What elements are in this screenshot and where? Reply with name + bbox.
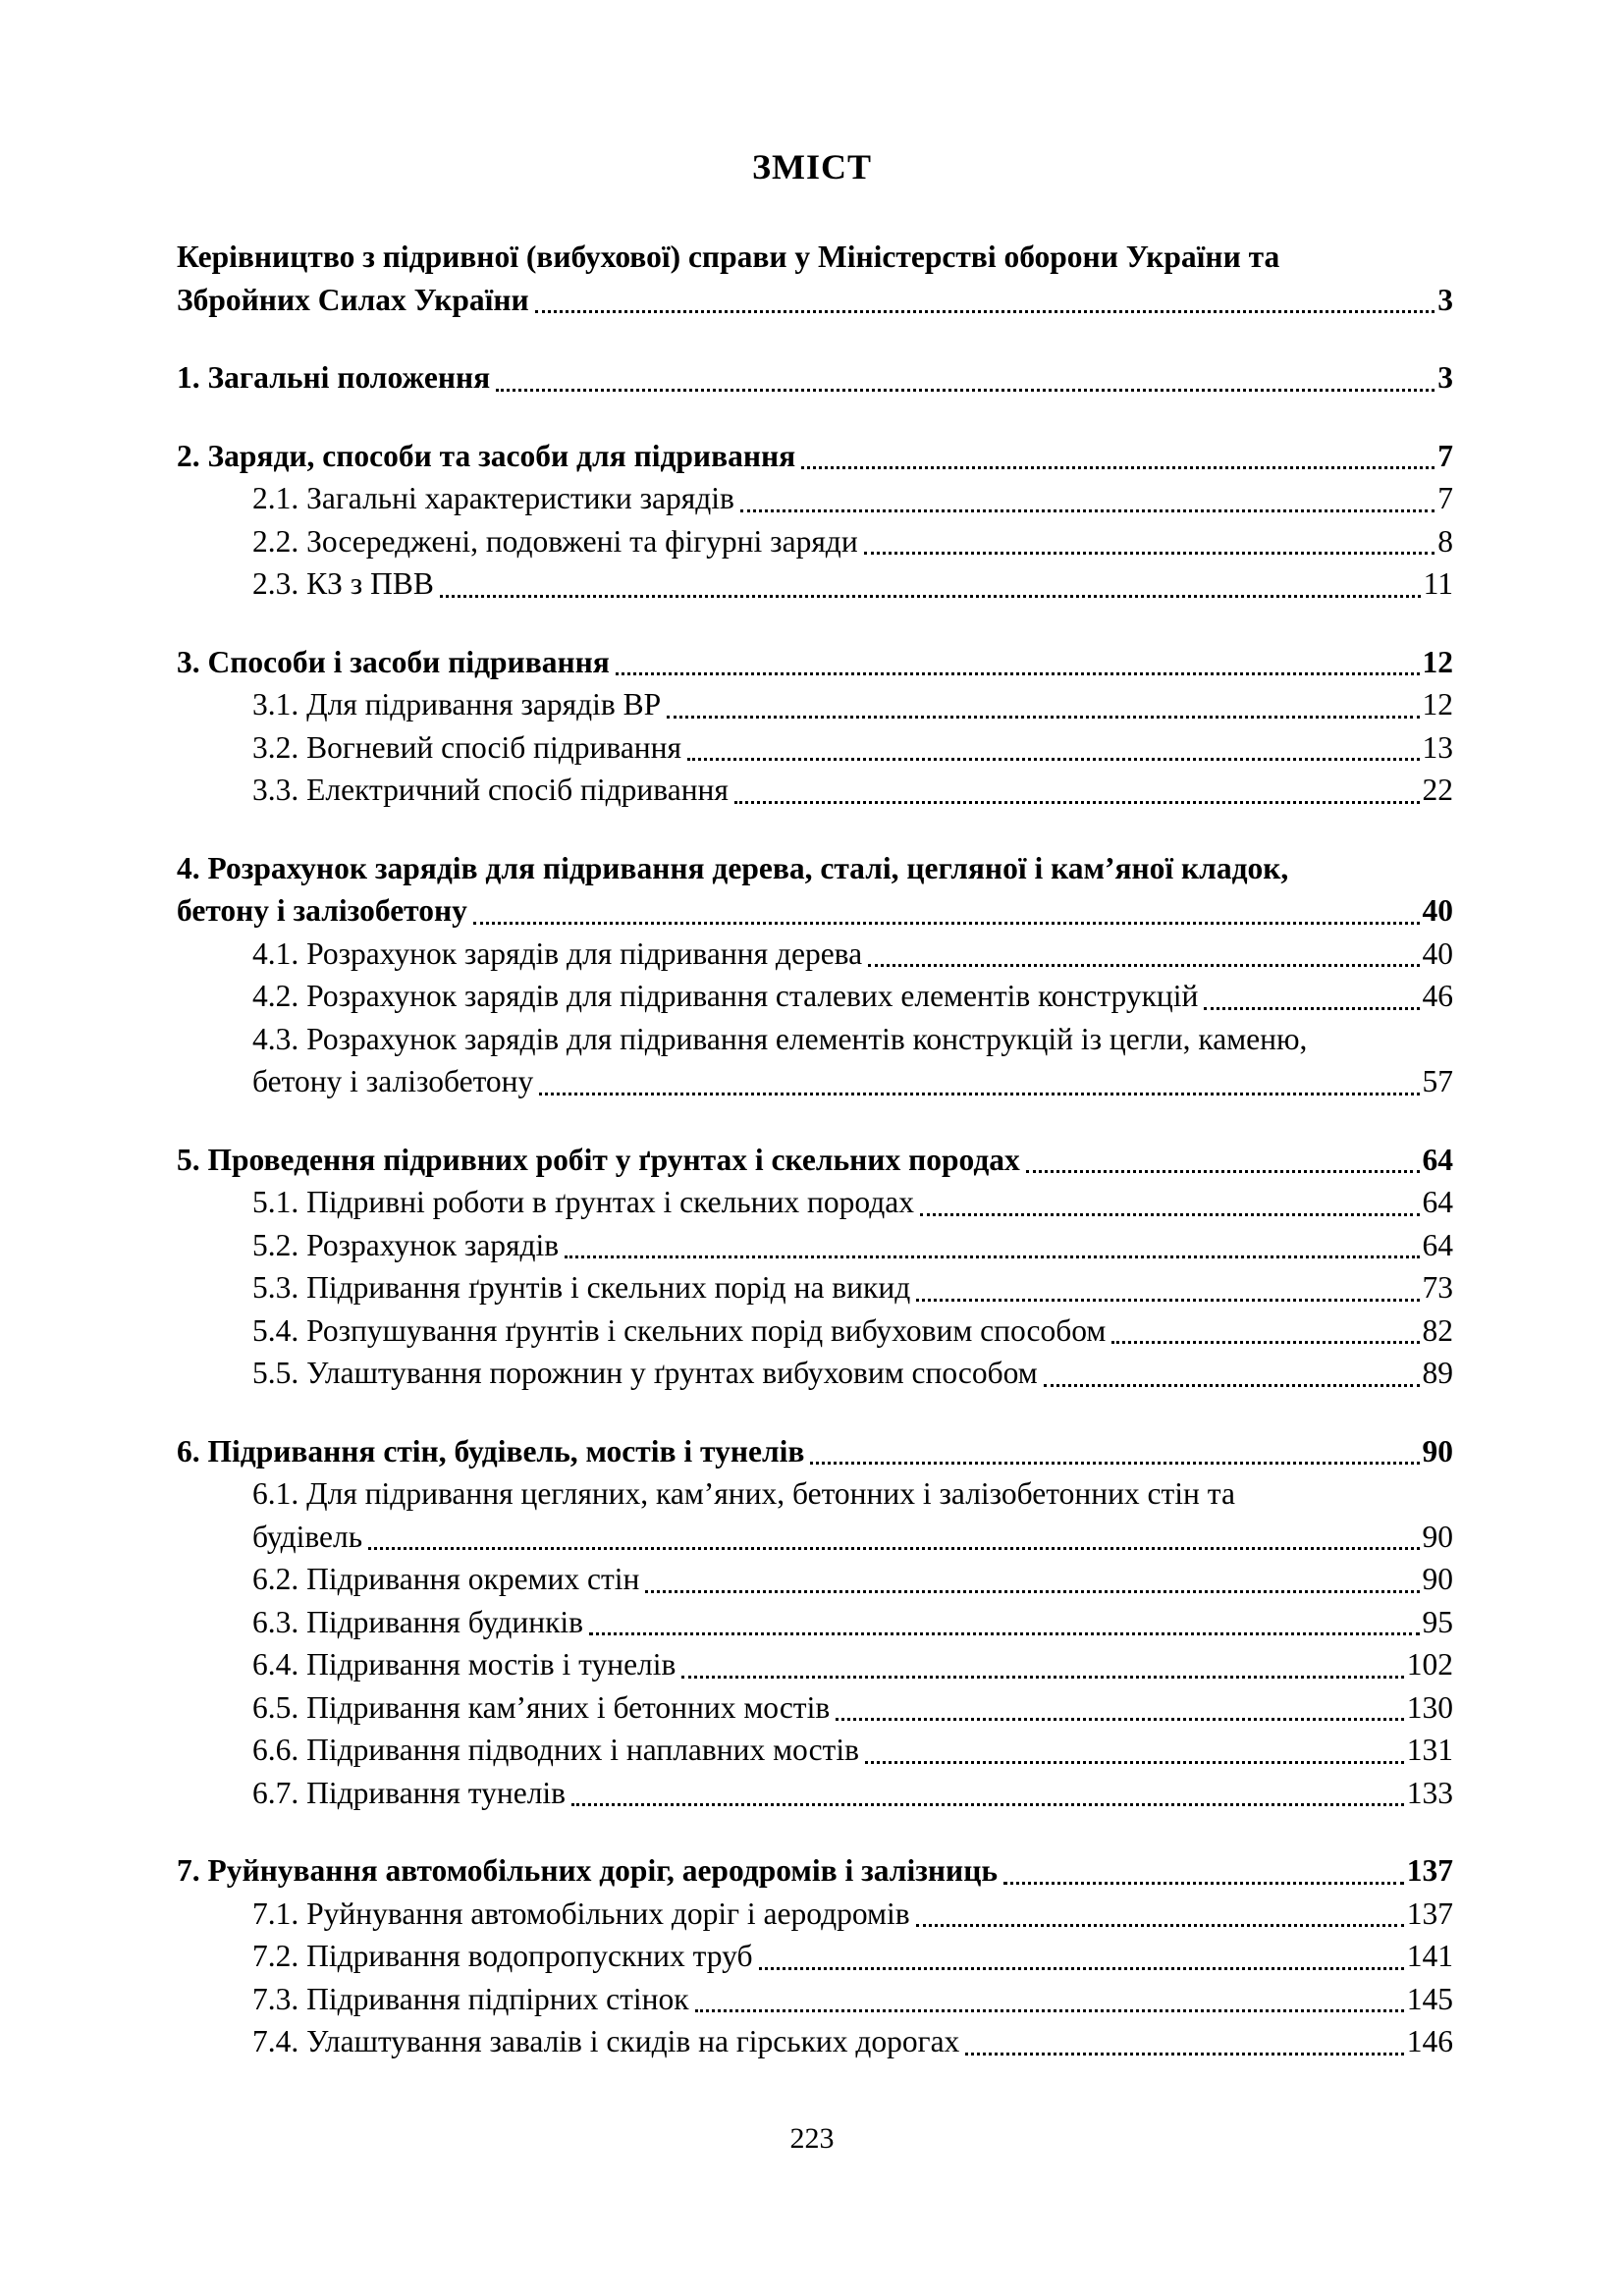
- toc-row: [177, 1266, 1453, 1309]
- toc-dot-leader: [910, 1266, 1422, 1309]
- toc-row: [177, 1558, 1453, 1601]
- toc-entry-text: 6.3. Підривання будинків: [252, 1604, 584, 1639]
- toc-row: [177, 889, 1453, 933]
- toc-page-number: 90: [1422, 1519, 1453, 1554]
- toc-page-number: 7: [1437, 438, 1453, 473]
- toc-page-number: 146: [1406, 2024, 1453, 2058]
- toc-entry-text: 6.6. Підривання підводних і наплавних мостів: [252, 1733, 859, 1767]
- toc-row: [177, 1060, 1453, 1103]
- toc-page-number: 73: [1422, 1270, 1453, 1305]
- toc-row: [177, 435, 1453, 478]
- toc-dot-leader: [566, 1772, 1407, 1815]
- toc-dot-leader: [859, 1729, 1407, 1772]
- toc-page-number: 133: [1406, 1775, 1453, 1810]
- toc-dot-leader: [583, 1601, 1422, 1644]
- toc-dot-leader: [734, 477, 1437, 520]
- toc-entry-text: 6.1. Для підривання цегляних, кам’яних, бетонних і залізобетонних стін та: [252, 1476, 1235, 1511]
- toc-row: [177, 933, 1453, 976]
- toc-entry-text: 2.3. КЗ з ПВВ: [252, 566, 434, 601]
- toc-page-number: 90: [1422, 1562, 1453, 1596]
- toc-dot-leader: [804, 1430, 1422, 1473]
- toc-row: [177, 1643, 1453, 1686]
- toc-row: [177, 562, 1453, 606]
- toc-row: [177, 1309, 1453, 1353]
- toc-row: [177, 975, 1453, 1018]
- toc-entry-text: 6.2. Підривання окремих стін: [252, 1562, 640, 1596]
- toc-row: [177, 1139, 1453, 1182]
- toc-page-number: 130: [1406, 1689, 1453, 1725]
- toc-entry-text: Збройних Силах України: [177, 282, 529, 317]
- toc-page-number: 137: [1406, 1896, 1453, 1931]
- toc-page-number: 57: [1422, 1064, 1453, 1098]
- toc-entry-text: 5.3. Підривання ґрунтів і скельних порід на викид: [252, 1270, 911, 1305]
- toc-row: [177, 236, 1453, 279]
- toc-page-number: 3: [1437, 282, 1453, 317]
- toc-row: [177, 726, 1453, 770]
- toc-dot-leader: [362, 1516, 1422, 1559]
- toc-row: [177, 1018, 1453, 1061]
- toc-dot-leader: [910, 1893, 1407, 1936]
- toc-dot-leader: [729, 769, 1423, 812]
- toc-list: [177, 236, 1453, 2063]
- toc-row: [177, 1601, 1453, 1644]
- toc-entry-text: 5.4. Розпушування ґрунтів і скельних порід вибуховим способом: [252, 1312, 1107, 1348]
- toc-dot-leader: [559, 1224, 1422, 1267]
- toc-row: [177, 356, 1453, 400]
- toc-page-number: 22: [1422, 773, 1453, 807]
- toc-entry-text: будівель: [252, 1519, 363, 1554]
- toc-dot-leader: [467, 889, 1423, 933]
- toc-page-number: 89: [1422, 1356, 1453, 1390]
- toc-page-number: 46: [1422, 979, 1453, 1013]
- toc-entry-text: 4.3. Розрахунок зарядів для підривання елементів конструкцій із цегли, каменю,: [252, 1021, 1308, 1056]
- toc-dot-leader: [1198, 975, 1422, 1018]
- toc-row: [177, 1352, 1453, 1395]
- toc-row: [177, 1849, 1453, 1893]
- toc-row: [177, 1772, 1453, 1815]
- toc-entry-text: 7. Руйнування автомобільних доріг, аеродромів і залізниць: [177, 1853, 998, 1888]
- toc-page-number: 95: [1422, 1604, 1453, 1639]
- toc-page-number: 7: [1437, 481, 1453, 515]
- toc-page-number: 40: [1422, 893, 1453, 928]
- toc-row: [177, 2020, 1453, 2063]
- toc-row: [177, 1224, 1453, 1267]
- toc-dot-leader: [998, 1849, 1407, 1893]
- toc-dot-leader: [862, 933, 1422, 976]
- toc-entry-text: 7.2. Підривання водопропускних труб: [252, 1939, 753, 1973]
- toc-dot-leader: [1106, 1309, 1422, 1353]
- toc-row: [177, 769, 1453, 812]
- toc-page-number: 64: [1422, 1227, 1453, 1262]
- toc-entry-text: 5.1. Підривні роботи в ґрунтах і скельних породах: [252, 1185, 914, 1219]
- toc-row: [177, 683, 1453, 726]
- toc-entry-text: 2. Заряди, способи та засоби для підривання: [177, 438, 796, 473]
- toc-entry-text: бетону і залізобетону: [177, 893, 467, 928]
- toc-row: [177, 1935, 1453, 1978]
- toc-row: [177, 641, 1453, 684]
- toc-page-number: 8: [1437, 523, 1453, 559]
- toc-row: [177, 1893, 1453, 1936]
- toc-page-number: 141: [1406, 1939, 1453, 1973]
- toc-row: [177, 1181, 1453, 1224]
- toc-row: [177, 1472, 1453, 1516]
- toc-entry-text: 7.3. Підривання підпірних стінок: [252, 1981, 689, 2016]
- toc-page-number: 11: [1423, 566, 1453, 601]
- toc-dot-leader: [529, 279, 1438, 322]
- toc-row: [177, 1516, 1453, 1559]
- toc-entry-text: 2.2. Зосереджені, подовжені та фігурні заряди: [252, 523, 858, 559]
- toc-entry-text: 5.2. Розрахунок зарядів: [252, 1227, 560, 1262]
- toc-dot-leader: [639, 1558, 1422, 1601]
- toc-entry-text: бетону і залізобетону: [252, 1064, 534, 1098]
- toc-entry-text: 4.2. Розрахунок зарядів для підривання сталевих елементів конструкцій: [252, 979, 1199, 1013]
- toc-entry-text: 7.1. Руйнування автомобільних доріг і аеродромів: [252, 1896, 910, 1931]
- toc-entry-text: 1. Загальні положення: [177, 360, 491, 395]
- toc-entry-text: 4.1. Розрахунок зарядів для підривання дерева: [252, 935, 863, 971]
- toc-dot-leader: [959, 2020, 1406, 2063]
- toc-page-number: 131: [1406, 1733, 1453, 1767]
- toc-page-number: 12: [1422, 687, 1453, 721]
- toc-dot-leader: [858, 520, 1438, 563]
- toc-page-number: 102: [1406, 1647, 1453, 1682]
- toc-entry-text: 2.1. Загальні характеристики зарядів: [252, 481, 734, 515]
- toc-dot-leader: [753, 1935, 1407, 1978]
- toc-row: [177, 1430, 1453, 1473]
- toc-entry-text: 3.1. Для підривання зарядів ВР: [252, 687, 662, 721]
- toc-page-number: 3: [1437, 360, 1453, 395]
- toc-entry-text: 3.3. Електричний спосіб підривання: [252, 773, 729, 807]
- footer-page-number: 223: [789, 2122, 835, 2155]
- toc-page-number: 64: [1422, 1185, 1453, 1219]
- toc-page-number: 13: [1422, 729, 1453, 765]
- toc-dot-leader: [533, 1060, 1422, 1103]
- toc-dot-leader: [434, 562, 1424, 606]
- toc-page-number: 64: [1422, 1142, 1453, 1177]
- toc-dot-leader: [681, 726, 1422, 770]
- toc-row: [177, 520, 1453, 563]
- toc-page-number: 137: [1406, 1853, 1453, 1888]
- toc-entry-text: Керівництво з підривної (вибухової) справи у Міністерстві оборони України та: [177, 240, 1280, 274]
- toc-row: [177, 1686, 1453, 1730]
- toc-entry-text: 5.5. Улаштування порожнин у ґрунтах вибуховим способом: [252, 1356, 1038, 1390]
- toc-dot-leader: [1038, 1352, 1423, 1395]
- toc-row: [177, 1729, 1453, 1772]
- toc-dot-leader: [914, 1181, 1423, 1224]
- toc-entry-text: 3. Способи і засоби підривання: [177, 644, 610, 679]
- toc-row: [177, 279, 1453, 322]
- toc-dot-leader: [610, 641, 1423, 684]
- toc-dot-leader: [490, 356, 1437, 400]
- toc-page-number: 90: [1422, 1433, 1453, 1468]
- toc-row: [177, 847, 1453, 890]
- toc-row: [177, 477, 1453, 520]
- toc-entry-text: 3.2. Вогневий спосіб підривання: [252, 729, 682, 765]
- toc-row: [177, 1978, 1453, 2021]
- toc-entry-text: 7.4. Улаштування завалів і скидів на гірських дорогах: [252, 2024, 960, 2058]
- toc-entry-text: 5. Проведення підривних робіт у ґрунтах і скельних породах: [177, 1142, 1020, 1177]
- toc-page-number: 12: [1422, 644, 1453, 679]
- toc-entry-text: 4. Розрахунок зарядів для підривання дерева, сталі, цегляної і кам’яної кладок,: [177, 850, 1289, 885]
- toc-dot-leader: [830, 1686, 1407, 1730]
- toc-entry-text: 6.5. Підривання кам’яних і бетонних мостів: [252, 1689, 831, 1725]
- toc-dot-leader: [795, 435, 1437, 478]
- toc-dot-leader: [661, 683, 1422, 726]
- toc-page-number: 145: [1406, 1981, 1453, 2016]
- toc-page-number: 82: [1422, 1312, 1453, 1348]
- page-title: ЗМІСТ: [752, 147, 872, 187]
- toc-page-number: 40: [1422, 935, 1453, 971]
- toc-dot-leader: [689, 1978, 1407, 2021]
- toc-dot-leader: [1020, 1139, 1423, 1182]
- toc-dot-leader: [676, 1643, 1406, 1686]
- toc-entry-text: 6.7. Підривання тунелів: [252, 1775, 567, 1810]
- toc-entry-text: 6.4. Підривання мостів і тунелів: [252, 1647, 677, 1682]
- toc-entry-text: 6. Підривання стін, будівель, мостів і тунелів: [177, 1433, 805, 1468]
